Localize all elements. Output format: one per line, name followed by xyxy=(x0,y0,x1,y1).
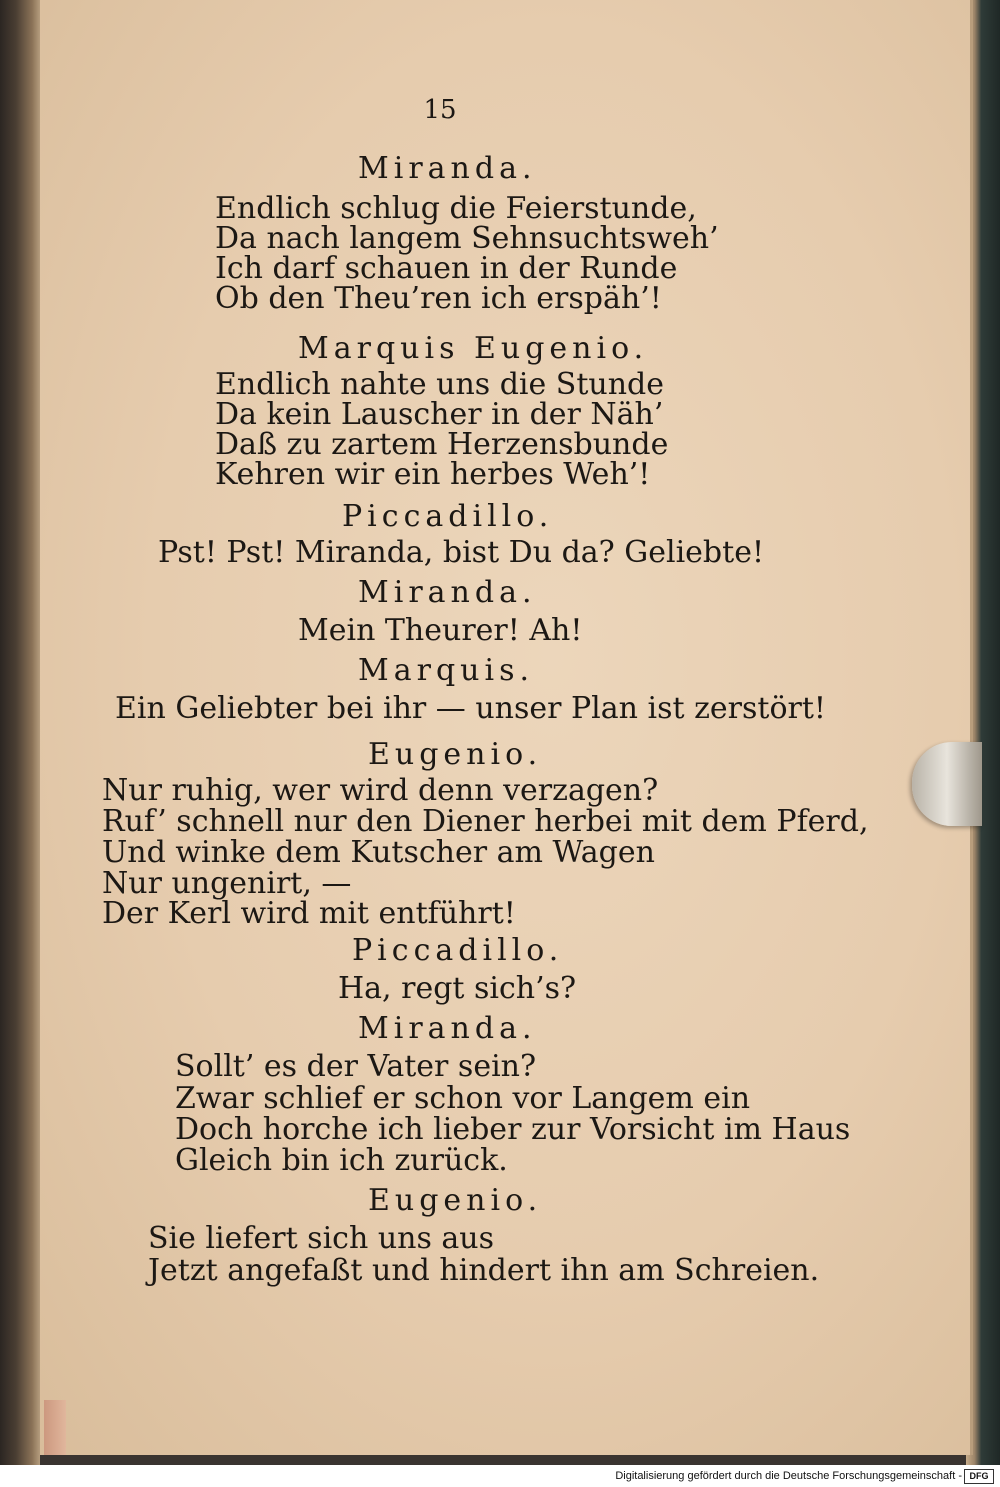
verse-line: Nur ungenirt, — xyxy=(102,866,352,901)
speaker-label: Piccadillo. xyxy=(352,933,564,968)
speaker-label: Piccadillo. xyxy=(342,499,554,534)
verse-line: Gleich bin ich zurück. xyxy=(175,1143,508,1178)
verse-line: Zwar schlief er schon vor Langem ein xyxy=(175,1081,751,1116)
tape-strip xyxy=(44,1400,66,1455)
book-spine xyxy=(0,0,40,1465)
speaker-label: Miranda. xyxy=(358,1011,537,1046)
dfg-logo: DFG xyxy=(964,1469,994,1484)
funding-notice: Digitalisierung gefördert durch die Deutsche Forschungsgemeinschaft - xyxy=(615,1470,962,1482)
verse-line: Mein Theurer! Ah! xyxy=(298,613,583,648)
verse-line: Endlich schlug die Feierstunde, xyxy=(215,191,697,226)
speaker-label: Marquis. xyxy=(358,653,534,688)
verse-line: Sie liefert sich uns aus xyxy=(148,1221,494,1256)
verse-line: Sollt’ es der Vater sein? xyxy=(175,1049,537,1084)
verse-line: Ha, regt sich’s? xyxy=(338,971,577,1006)
speaker-label: Marquis Eugenio. xyxy=(298,331,649,366)
verse-line: Nur ruhig, wer wird denn verzagen? xyxy=(102,773,659,808)
verse-line: Daß zu zartem Herzensbunde xyxy=(215,427,669,462)
verse-line: Kehren wir ein herbes Weh’! xyxy=(215,457,651,492)
speaker-label: Miranda. xyxy=(358,151,537,186)
verse-line: Ein Geliebter bei ihr — unser Plan ist zerstört! xyxy=(115,691,826,726)
verse-line: Jetzt angefaßt und hindert ihn am Schreien. xyxy=(148,1253,820,1288)
verse-line: Da kein Lauscher in der Näh’ xyxy=(215,397,664,432)
verse-line: Doch horche ich lieber zur Vorsicht im Haus xyxy=(175,1112,851,1147)
verse-line: Und winke dem Kutscher am Wagen xyxy=(102,835,655,870)
page-number: 15 xyxy=(423,95,457,125)
footer-bar xyxy=(0,1465,1000,1487)
verse-line: Der Kerl wird mit entführt! xyxy=(102,896,516,931)
verse-line: Ich darf schauen in der Runde xyxy=(215,251,678,286)
book-page xyxy=(40,0,973,1455)
verse-line: Da nach langem Sehnsuchtsweh’ xyxy=(215,221,719,256)
speaker-label: Miranda. xyxy=(358,575,537,610)
verse-line: Endlich nahte uns die Stunde xyxy=(215,367,665,402)
verse-line: Pst! Pst! Miranda, bist Du da? Geliebte! xyxy=(158,535,765,570)
page-clip xyxy=(912,742,982,826)
speaker-label: Eugenio. xyxy=(368,737,543,772)
verse-line: Ruf’ schnell nur den Diener herbei mit dem Pferd, xyxy=(102,804,869,839)
speaker-label: Eugenio. xyxy=(368,1183,543,1218)
verse-line: Ob den Theu’ren ich erspäh’! xyxy=(215,281,662,316)
